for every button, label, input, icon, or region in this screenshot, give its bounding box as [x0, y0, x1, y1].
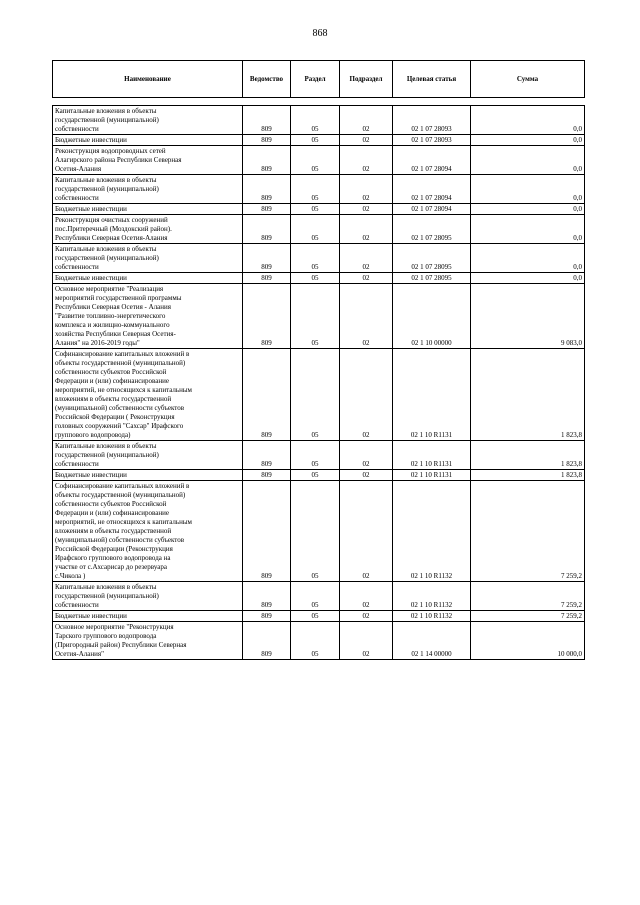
cell-podrazdel: 02 — [340, 349, 393, 441]
cell-celevaya: 02 1 10 R1131 — [393, 441, 471, 470]
cell-summa: 1 823,8 — [471, 470, 585, 481]
table-row — [53, 244, 585, 273]
cell-celevaya: 02 1 07 28095 — [393, 215, 471, 244]
cell-vedomstvo: 809 — [243, 273, 291, 284]
cell-vedomstvo: 809 — [243, 204, 291, 215]
cell-name: Бюджетные инвестиции — [53, 470, 243, 481]
cell-vedomstvo: 809 — [243, 146, 291, 175]
cell-summa: 0,0 — [471, 244, 585, 273]
cell-vedomstvo: 809 — [243, 244, 291, 273]
cell-celevaya: 02 1 14 00000 — [393, 622, 471, 660]
cell-name: Бюджетные инвестиции — [53, 204, 243, 215]
cell-summa: 9 083,0 — [471, 284, 585, 349]
cell-summa: 7 259,2 — [471, 481, 585, 582]
cell-podrazdel: 02 — [340, 470, 393, 481]
cell-razdel: 05 — [291, 175, 340, 204]
cell-name: Бюджетные инвестиции — [53, 611, 243, 622]
header-vedomstvo: Ведомство — [243, 61, 291, 98]
cell-name: Капитальные вложения в объекты государственной (муниципальной) собственности — [53, 244, 243, 273]
cell-celevaya: 02 1 07 28094 — [393, 175, 471, 204]
cell-summa: 7 259,2 — [471, 611, 585, 622]
cell-razdel: 05 — [291, 611, 340, 622]
cell-celevaya: 02 1 10 00000 — [393, 284, 471, 349]
cell-summa: 10 000,0 — [471, 622, 585, 660]
cell-name: Капитальные вложения в объекты государственной (муниципальной) собственности — [53, 175, 243, 204]
cell-name: Капитальные вложения в объекты государственной (муниципальной) собственности — [53, 441, 243, 470]
cell-razdel: 05 — [291, 215, 340, 244]
cell-podrazdel: 02 — [340, 135, 393, 146]
table-row — [53, 284, 585, 349]
cell-celevaya: 02 1 10 R1131 — [393, 470, 471, 481]
cell-name: Капитальные вложения в объекты государственной (муниципальной) собственности — [53, 582, 243, 611]
cell-razdel: 05 — [291, 622, 340, 660]
cell-celevaya: 02 1 07 28094 — [393, 204, 471, 215]
cell-summa: 1 823,8 — [471, 349, 585, 441]
cell-celevaya: 02 1 07 28095 — [393, 273, 471, 284]
table-row — [53, 273, 585, 284]
cell-celevaya: 02 1 10 R1132 — [393, 481, 471, 582]
table-row — [53, 349, 585, 441]
page-number: 868 — [312, 28, 328, 39]
table-row — [53, 204, 585, 215]
cell-summa: 0,0 — [471, 204, 585, 215]
cell-celevaya: 02 1 10 R1131 — [393, 349, 471, 441]
budget-table — [52, 60, 585, 660]
cell-vedomstvo: 809 — [243, 175, 291, 204]
cell-podrazdel: 02 — [340, 284, 393, 349]
cell-podrazdel: 02 — [340, 441, 393, 470]
cell-celevaya: 02 1 10 R1132 — [393, 582, 471, 611]
cell-vedomstvo: 809 — [243, 215, 291, 244]
cell-celevaya: 02 1 10 R1132 — [393, 611, 471, 622]
cell-razdel: 05 — [291, 204, 340, 215]
cell-razdel: 05 — [291, 146, 340, 175]
cell-podrazdel: 02 — [340, 611, 393, 622]
cell-summa: 0,0 — [471, 215, 585, 244]
table-row — [53, 582, 585, 611]
cell-vedomstvo: 809 — [243, 481, 291, 582]
cell-podrazdel: 02 — [340, 106, 393, 135]
cell-name: Основное мероприятие "Реконструкция Тарского группового водопровода (Пригородный район) Республики Северная Осетия-Алания" — [53, 622, 243, 660]
cell-name: Капитальные вложения в объекты государственной (муниципальной) собственности — [53, 106, 243, 135]
cell-razdel: 05 — [291, 106, 340, 135]
cell-vedomstvo: 809 — [243, 284, 291, 349]
table-row — [53, 611, 585, 622]
cell-podrazdel: 02 — [340, 481, 393, 582]
cell-celevaya: 02 1 07 28093 — [393, 106, 471, 135]
cell-summa: 0,0 — [471, 175, 585, 204]
cell-podrazdel: 02 — [340, 273, 393, 284]
cell-summa: 7 259,2 — [471, 582, 585, 611]
cell-razdel: 05 — [291, 470, 340, 481]
header-name: Наименование — [53, 61, 243, 98]
cell-razdel: 05 — [291, 582, 340, 611]
header-razdel: Раздел — [291, 61, 340, 98]
cell-razdel: 05 — [291, 441, 340, 470]
cell-celevaya: 02 1 07 28095 — [393, 244, 471, 273]
table-row — [53, 215, 585, 244]
cell-podrazdel: 02 — [340, 244, 393, 273]
cell-razdel: 05 — [291, 273, 340, 284]
cell-podrazdel: 02 — [340, 204, 393, 215]
cell-summa: 0,0 — [471, 106, 585, 135]
cell-razdel: 05 — [291, 135, 340, 146]
table-row — [53, 622, 585, 660]
table-header-row — [53, 61, 585, 98]
cell-celevaya: 02 1 07 28094 — [393, 146, 471, 175]
cell-summa: 0,0 — [471, 273, 585, 284]
cell-vedomstvo: 809 — [243, 622, 291, 660]
cell-podrazdel: 02 — [340, 175, 393, 204]
cell-summa: 1 823,8 — [471, 441, 585, 470]
cell-vedomstvo: 809 — [243, 135, 291, 146]
cell-vedomstvo: 809 — [243, 441, 291, 470]
table-row — [53, 175, 585, 204]
cell-celevaya: 02 1 07 28093 — [393, 135, 471, 146]
cell-name: Бюджетные инвестиции — [53, 135, 243, 146]
cell-summa: 0,0 — [471, 146, 585, 175]
cell-name: Основное мероприятие "Реализация мероприятий государственной программы Республики Северная Осетия - Алания "Развитие топливно-энергетического комплекса и жилищно-коммунального хозяйства Республики Северная Осетия- Алания" на 2016-2019 годы" — [53, 284, 243, 349]
table-row — [53, 106, 585, 135]
cell-name: Бюджетные инвестиции — [53, 273, 243, 284]
cell-razdel: 05 — [291, 481, 340, 582]
table-row — [53, 470, 585, 481]
cell-vedomstvo: 809 — [243, 106, 291, 135]
cell-vedomstvo: 809 — [243, 349, 291, 441]
cell-podrazdel: 02 — [340, 146, 393, 175]
cell-name: Реконструкция очистных сооружений пос.Притеречный (Моздокский район). Республики Северная Осетия-Алания — [53, 215, 243, 244]
cell-name: Реконструкция водопроводных сетей Алагирского района Республики Северная Осетия-Алания — [53, 146, 243, 175]
header-podrazdel: Подраздел — [340, 61, 393, 98]
table-row — [53, 146, 585, 175]
table-row — [53, 481, 585, 582]
cell-vedomstvo: 809 — [243, 611, 291, 622]
cell-podrazdel: 02 — [340, 622, 393, 660]
cell-name: Софинансирование капитальных вложений в объекты государственной (муниципальной) собственности субъектов Российской Федерации и (или) софинансирование мероприятий, не относящихся к капитальным вложениям в объекты государственной (муниципальной) собственности субъектов Российской Федерации ( Реконструкция головных сооружений "Сахсар" Ирафского группового водопровода) — [53, 349, 243, 441]
cell-razdel: 05 — [291, 244, 340, 273]
cell-vedomstvo: 809 — [243, 470, 291, 481]
header-celevaya-statya: Целевая статья — [393, 61, 471, 98]
cell-razdel: 05 — [291, 284, 340, 349]
cell-razdel: 05 — [291, 349, 340, 441]
cell-vedomstvo: 809 — [243, 582, 291, 611]
cell-podrazdel: 02 — [340, 215, 393, 244]
table-row — [53, 441, 585, 470]
table-row — [53, 135, 585, 146]
cell-name: Софинансирование капитальных вложений в объекты государственной (муниципальной) собственности субъектов Российской Федерации и (или) софинансирование мероприятий, не относящихся к капитальным вложениям в объекты государственной (муниципальной) собственности субъектов Российской Федерации (Реконструкция Ирафского группового водопровода на участке от с.Ахсарисар до резервуара с.Чикола ) — [53, 481, 243, 582]
header-summa: Сумма — [471, 61, 585, 98]
cell-summa: 0,0 — [471, 135, 585, 146]
cell-podrazdel: 02 — [340, 582, 393, 611]
